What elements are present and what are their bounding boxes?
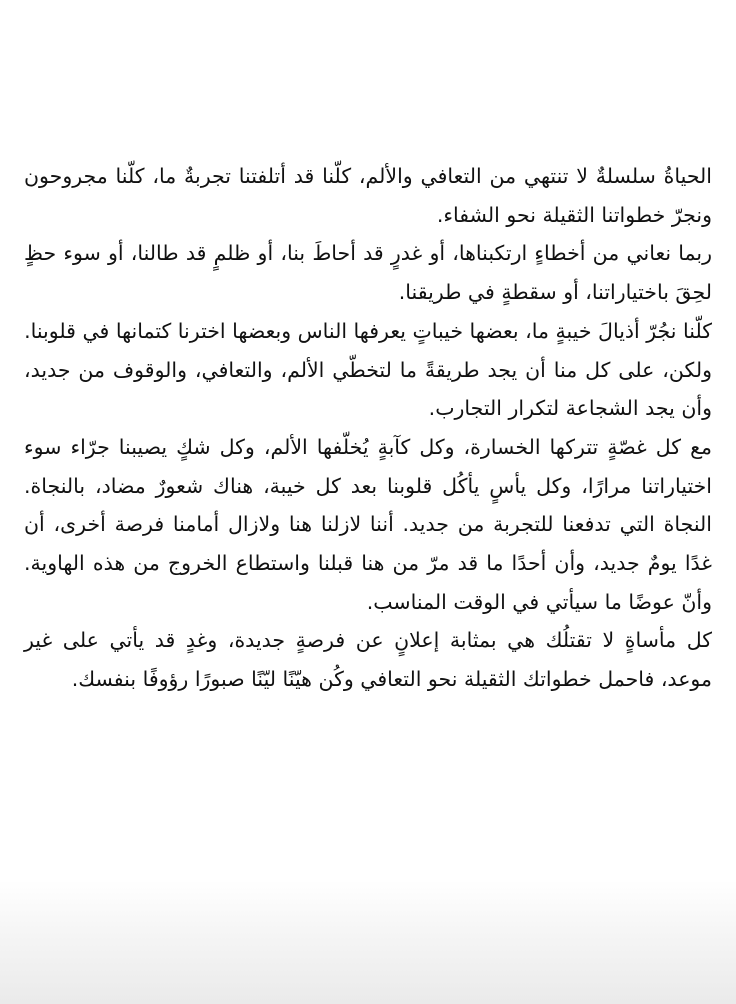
paragraph-6: كل مأساةٍ لا تقتلُك هي بمثابة إعلانٍ عن فرصةٍ جديدة، وغدٍ قد يأتي على غير موعد، فاحمل خطواتك الثقيلة نحو التعافي وكُن هيّنًا ليّنًا صبورًا رؤوفًا بنفسك. xyxy=(24,628,712,692)
paragraph-3: كلّنا نجُرّ أذيالَ خيبةٍ ما، بعضها خيباتٍ يعرفها الناس وبعضها اخترنا كتمانها في قلوبنا. xyxy=(24,318,712,343)
article-text xyxy=(24,157,712,699)
paragraph-5: مع كل غصّةٍ تتركها الخسارة، وكل كآبةٍ يُخلّفها الألم، وكل شكٍ يصيبنا جرّاء سوء اختياراتنا مرارًا، وكل يأسٍ يأكُل قلوبنا بعد كل خيبة، هناك شعورٌ مضاد، بالنجاة. النجاة التي تدفعنا للتجربة من جديد. أننا لازلنا هنا ولازال أمامنا فرصة أخرى، أن غدًا يومٌ جديد، وأن أحدًا ما قد مرّ من هنا قبلنا واستطاع الخروج من هذه الهاوية. وأنّ عوضًا ما سيأتي في الوقت المناسب. xyxy=(24,434,712,614)
paragraph-4: ولكن، على كل منا أن يجد طريقةً ما لتخطّي الألم، والتعافي، والوقوف من جديد، وأن يجد الشجاعة لتكرار التجارب. xyxy=(24,357,712,421)
paragraph-1: الحياةُ سلسلةٌ لا تنتهي من التعافي والألم، كلّنا قد أتلفتنا تجربةٌ ما، كلّنا مجروحون ونجرّ خطواتنا الثقيلة نحو الشفاء. xyxy=(24,164,712,227)
paragraph-2: ربما نعاني من أخطاءٍ ارتكبناها، أو غدرٍ قد أحاطَ بنا، أو ظلمٍ قد طالنا، أو سوء حظٍ لحِقَ باختياراتنا، أو سقطةٍ في طريقنا. xyxy=(24,241,712,305)
